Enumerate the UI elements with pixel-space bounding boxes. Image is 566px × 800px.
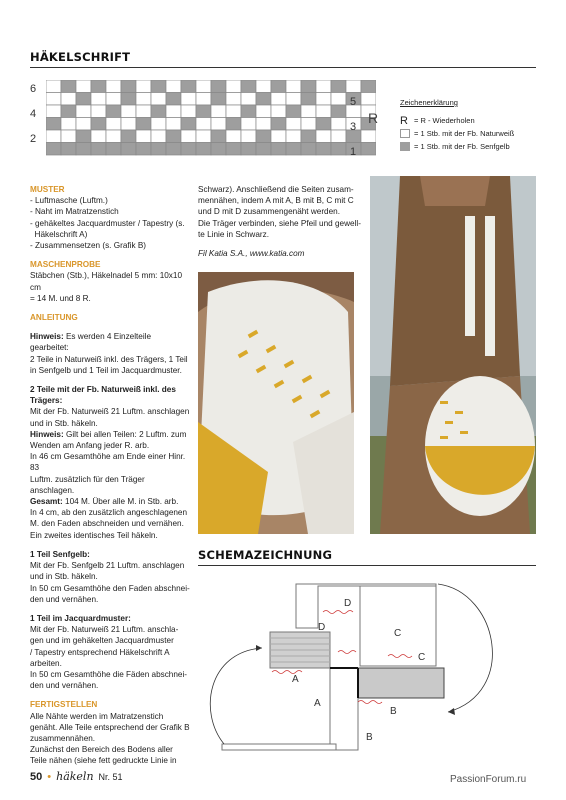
chart-cell xyxy=(301,130,316,143)
text-line: Luftm. zusätzlich für den Träger anschlagen. xyxy=(30,474,145,495)
text-line: Mit der Fb. Senfgelb 21 Luftm. anschlagen xyxy=(30,561,185,571)
chart-cell xyxy=(301,80,316,93)
chart-cell xyxy=(241,93,256,106)
chart-cell xyxy=(121,105,136,118)
chart-cell xyxy=(121,93,136,106)
chart-cell xyxy=(271,143,286,156)
chart-cell xyxy=(91,143,106,156)
chart-cell xyxy=(151,105,166,118)
chart-cell xyxy=(316,118,331,131)
chart-cell xyxy=(361,143,376,156)
label-d-1: D xyxy=(344,598,352,609)
chart-cell xyxy=(61,143,76,156)
chart-cell xyxy=(166,130,181,143)
chart-cell xyxy=(46,130,61,143)
chart-cell xyxy=(331,93,346,106)
left-column xyxy=(30,184,190,767)
chart-cell xyxy=(106,118,121,131)
bag-closeup-illustration xyxy=(198,272,354,534)
legend xyxy=(400,98,550,153)
chart-cell xyxy=(91,93,106,106)
chart-cell xyxy=(301,118,316,131)
legend-white xyxy=(400,127,550,140)
chart-cell xyxy=(76,130,91,143)
text-line: Zunächst den Bereich des Bodens aller xyxy=(30,745,173,755)
chart-cell xyxy=(46,118,61,131)
chart-cell xyxy=(136,130,151,143)
chart-cell xyxy=(331,143,346,156)
model-illustration xyxy=(370,176,536,534)
probe-title: MASCHENPROBE xyxy=(30,260,101,270)
chart-cell xyxy=(271,105,286,118)
chart-cell xyxy=(256,130,271,143)
chart-cell xyxy=(286,130,301,143)
chart-cell xyxy=(106,80,121,93)
chart-cell xyxy=(106,130,121,143)
chart-cell xyxy=(331,118,346,131)
text-line: arbeiten. xyxy=(30,658,62,668)
chart-cell xyxy=(151,93,166,106)
text-line: Schwarz). Anschließend die Seiten zusam- xyxy=(198,185,354,194)
probe-line: = 14 M. und 8 R. xyxy=(30,293,91,303)
chart-cell xyxy=(346,80,361,93)
text-line: Wenden am Anfang jeder R. arb. xyxy=(30,441,150,451)
chart-cell xyxy=(226,143,241,156)
legend-white-text: = 1 Stb. mit der Fb. Naturweiß xyxy=(414,129,515,138)
chart-cell xyxy=(61,105,76,118)
chart-cell xyxy=(136,105,151,118)
muster-item: - gehäkeltes Jacquardmuster / Tapestry (s. xyxy=(30,218,185,228)
text-line: genäht. Alle Teile entsprechend der Grafik B xyxy=(30,722,190,732)
chart-cell xyxy=(91,105,106,118)
legend-r-text: = R - Wiederholen xyxy=(414,116,475,125)
arrow-left xyxy=(210,648,262,744)
section-title-schema: SCHEMAZEICHNUNG xyxy=(198,548,333,562)
chart-cell xyxy=(166,80,181,93)
text-line: und in Stb. häkeln. xyxy=(30,418,98,428)
chart-cell xyxy=(256,93,271,106)
chart-cell xyxy=(166,118,181,131)
chart-cell xyxy=(331,130,346,143)
hinweis-text: Gilt bei allen Teilen: 2 Luftm. zum xyxy=(63,429,187,439)
chart-cell xyxy=(136,143,151,156)
text-line: In 4 cm, ab den zusätzlich angeschlagenen xyxy=(30,508,188,518)
issue-number: Nr. 51 xyxy=(98,772,123,782)
text-line: M. den Faden abschneiden und vernähen. xyxy=(30,519,184,529)
subheading: 2 Teile mit der Fb. Naturweiß inkl. des xyxy=(30,385,176,395)
white-swatch xyxy=(400,129,410,138)
chart-cell xyxy=(316,130,331,143)
chart-cell xyxy=(61,93,76,106)
chart-cell xyxy=(151,130,166,143)
chart-cell xyxy=(196,130,211,143)
arrow-right xyxy=(438,584,492,712)
text-line: / Tapestry entsprechend Häkelschrift A xyxy=(30,647,170,657)
chart-cell xyxy=(76,105,91,118)
label-a-2: A xyxy=(314,698,321,709)
chart-cell xyxy=(271,130,286,143)
chart-cell xyxy=(196,105,211,118)
chart-cell xyxy=(256,80,271,93)
chart-cell xyxy=(361,130,376,143)
chart-cell xyxy=(256,105,271,118)
chart-cell xyxy=(241,130,256,143)
text-line: zusammennähen. xyxy=(30,733,96,743)
text-line: te Linie in Schwarz. xyxy=(198,229,269,239)
chart-cell xyxy=(211,130,226,143)
chart-cell xyxy=(61,80,76,93)
chart-cell xyxy=(331,105,346,118)
row-label-1: 1 xyxy=(350,146,357,158)
chart-cell xyxy=(166,143,181,156)
chart-cell xyxy=(331,80,346,93)
page-number: 50 xyxy=(30,771,43,783)
legend-repeat xyxy=(400,114,550,127)
chart-cell xyxy=(286,93,301,106)
label-c-1: C xyxy=(394,628,402,639)
chart-cell xyxy=(181,143,196,156)
text-line: Ein zweites identisches Teil häkeln. xyxy=(30,530,158,540)
chart-cell xyxy=(121,130,136,143)
label-a-1: A xyxy=(292,674,299,685)
fertig-title: FERTIGSTELLEN xyxy=(30,700,98,710)
chart-cell xyxy=(121,80,136,93)
chart-cell xyxy=(196,118,211,131)
chart-cell xyxy=(91,130,106,143)
section-title-chart: HÄKELSCHRIFT xyxy=(30,50,131,64)
chart-cell xyxy=(271,93,286,106)
text-line: mennähen, indem A mit A, B mit B, C mit C xyxy=(198,196,354,206)
wavy-line xyxy=(358,701,382,704)
chart-cell xyxy=(196,80,211,93)
chart-cell xyxy=(151,143,166,156)
arrowhead xyxy=(256,645,262,651)
chart-cell xyxy=(91,118,106,131)
chart-cell xyxy=(76,118,91,131)
chart-cell xyxy=(301,105,316,118)
chart-cell xyxy=(316,93,331,106)
piece-lower-body xyxy=(330,668,358,750)
chart-cell xyxy=(211,93,226,106)
chart-cell xyxy=(166,93,181,106)
strap-bottom xyxy=(222,744,336,750)
chart-cell xyxy=(106,105,121,118)
chart-cell xyxy=(256,118,271,131)
text-line: In 46 cm Gesamthöhe am Ende einer Hinr. 83 xyxy=(30,452,186,473)
hinweis-label: Hinweis: xyxy=(30,429,64,439)
row-label-3: 3 xyxy=(350,121,357,133)
chart-cell xyxy=(226,80,241,93)
chart-cell xyxy=(226,118,241,131)
text-line: In 50 cm Gesamthöhe den Faden abschnei- xyxy=(30,583,190,593)
legend-r-symbol: R xyxy=(400,114,408,127)
label-d-2: D xyxy=(318,622,326,633)
subheading: Trägers: xyxy=(30,396,63,406)
chart-cell xyxy=(181,118,196,131)
hinweis-label: Hinweis: xyxy=(30,332,64,342)
chart-cell xyxy=(106,143,121,156)
watermark: PassionForum.ru xyxy=(450,774,527,785)
photo-model xyxy=(370,176,536,534)
wavy-line xyxy=(338,651,356,654)
label-b-2: B xyxy=(366,732,373,743)
chart-cell xyxy=(211,105,226,118)
gesamt-text: 104 M. Über alle M. in Stb. arb. xyxy=(62,497,179,507)
chart-cell xyxy=(46,105,61,118)
chart-cell xyxy=(316,80,331,93)
chart-cell xyxy=(241,143,256,156)
chart-cell xyxy=(61,130,76,143)
muster-item: Häkelschrift A) xyxy=(30,229,88,239)
chart-cell xyxy=(361,80,376,93)
legend-grey xyxy=(400,140,550,153)
row-label-4: 4 xyxy=(30,108,37,120)
subheading: 1 Teil im Jacquardmuster: xyxy=(30,613,131,623)
chart-cell xyxy=(211,80,226,93)
text-line: Alle Nähte werden im Matratzenstich xyxy=(30,711,164,721)
chart-cell xyxy=(151,118,166,131)
chart-cell xyxy=(181,80,196,93)
chart-cell xyxy=(301,143,316,156)
muster-item: - Zusammensetzen (s. Grafik B) xyxy=(30,241,147,251)
chart-cell xyxy=(286,80,301,93)
chart-cell xyxy=(271,118,286,131)
text-line: den und vernähen. xyxy=(30,681,99,691)
arrowhead xyxy=(448,708,455,715)
chart-cell xyxy=(151,80,166,93)
chart-cell xyxy=(91,80,106,93)
chart-cell xyxy=(271,80,286,93)
chart-cell xyxy=(46,93,61,106)
text-line: und in Stb. häkeln. xyxy=(30,572,98,582)
piece-senfgelb xyxy=(358,668,444,698)
chart-cell xyxy=(211,143,226,156)
chart-cell xyxy=(301,93,316,106)
hinweis-1 xyxy=(30,331,190,353)
muster-item: - Luftmasche (Luftm.) xyxy=(30,196,108,206)
chart-cell xyxy=(166,105,181,118)
chart-cell xyxy=(46,80,61,93)
chart-cell xyxy=(76,93,91,106)
chart-cell xyxy=(256,143,271,156)
chart-cell xyxy=(286,105,301,118)
chart-cell xyxy=(226,130,241,143)
chart-cell xyxy=(316,143,331,156)
row-label-2: 2 xyxy=(30,133,37,145)
chart-cell xyxy=(136,80,151,93)
chart-cell xyxy=(61,118,76,131)
text-line: In 50 cm Gesamthöhe die Fäden abschnei- xyxy=(30,669,188,679)
text-line: den und vernähen. xyxy=(30,594,99,604)
text-line: Mit der Fb. Naturweiß 21 Luftm. anschlagen xyxy=(30,407,190,417)
repeat-label: R xyxy=(368,110,379,126)
chart-cell xyxy=(106,93,121,106)
chart-cell xyxy=(241,105,256,118)
chart-cell xyxy=(181,93,196,106)
chart-cell xyxy=(196,93,211,106)
chart-cell xyxy=(136,93,151,106)
muster-item: - Naht im Matratzenstich xyxy=(30,207,119,217)
gesamt-label: Gesamt: xyxy=(30,497,63,507)
chart-cell xyxy=(196,143,211,156)
subheading: 1 Teil Senfgelb: xyxy=(30,549,90,559)
footer-bullet: • xyxy=(47,771,52,783)
chart-cell xyxy=(136,118,151,131)
legend-grey-text: = 1 Stb. mit der Fb. Senfgelb xyxy=(414,142,510,151)
chart-cell xyxy=(181,105,196,118)
chart-cell xyxy=(181,130,196,143)
chart-cell xyxy=(286,118,301,131)
text-line: Teile nähen (siehe fett gedruckte Linie in xyxy=(30,756,177,766)
photo-bag-closeup xyxy=(198,272,354,534)
chart-cell xyxy=(316,105,331,118)
text-line: 2 Teile in Naturweiß inkl. des Trägers, 1 Teil xyxy=(30,354,188,364)
chart-cell xyxy=(121,118,136,131)
schema-diagram xyxy=(198,572,536,762)
muster-title: MUSTER xyxy=(30,185,65,194)
row-label-5: 5 xyxy=(350,96,357,108)
text-line: gen und im gehäkelten Jacquardmuster xyxy=(30,636,174,646)
footer xyxy=(30,770,123,783)
credit: Fil Katia S.A., www.katia.com xyxy=(198,249,305,259)
label-b-1: B xyxy=(390,706,397,717)
row-label-6: 6 xyxy=(30,83,37,95)
text-line: in Senfgelb und 1 Teil im Jacquardmuster. xyxy=(30,365,182,375)
wavy-line xyxy=(323,611,353,614)
chart-cell xyxy=(226,105,241,118)
chart-cell xyxy=(76,80,91,93)
middle-column xyxy=(198,184,363,259)
chart-cell xyxy=(241,80,256,93)
chart-cell xyxy=(226,93,241,106)
chart-cell xyxy=(361,93,376,106)
hinweis-2 xyxy=(30,429,190,440)
section-rule xyxy=(198,565,536,566)
magazine-name: häkeln xyxy=(56,770,94,783)
anleitung-title: ANLEITUNG xyxy=(30,313,78,323)
chart-grid xyxy=(46,80,379,156)
gesamt-line xyxy=(30,496,190,507)
probe-line: Stäbchen (Stb.), Häkelnadel 5 mm: 10x10 cm xyxy=(30,271,183,292)
crochet-chart xyxy=(30,80,380,160)
grey-swatch xyxy=(400,142,410,151)
chart-cell xyxy=(241,118,256,131)
hinweis-text: Es werden 4 Einzelteile gearbeitet: xyxy=(30,332,152,353)
label-c-2: C xyxy=(418,652,426,663)
chart-cell xyxy=(286,143,301,156)
legend-title: Zeichenerklärung xyxy=(400,98,458,107)
chart-cell xyxy=(46,143,61,156)
chart-cell xyxy=(211,118,226,131)
text-line: Mit der Fb. Naturweiß 21 Luftm. anschla- xyxy=(30,625,179,635)
section-rule xyxy=(30,67,536,68)
chart-cell xyxy=(121,143,136,156)
chart-cell xyxy=(76,143,91,156)
text-line: und D mit D zusammengenäht werden. xyxy=(198,207,340,217)
text-line: Die Träger verbinden, siehe Pfeil und gewell- xyxy=(198,218,361,228)
